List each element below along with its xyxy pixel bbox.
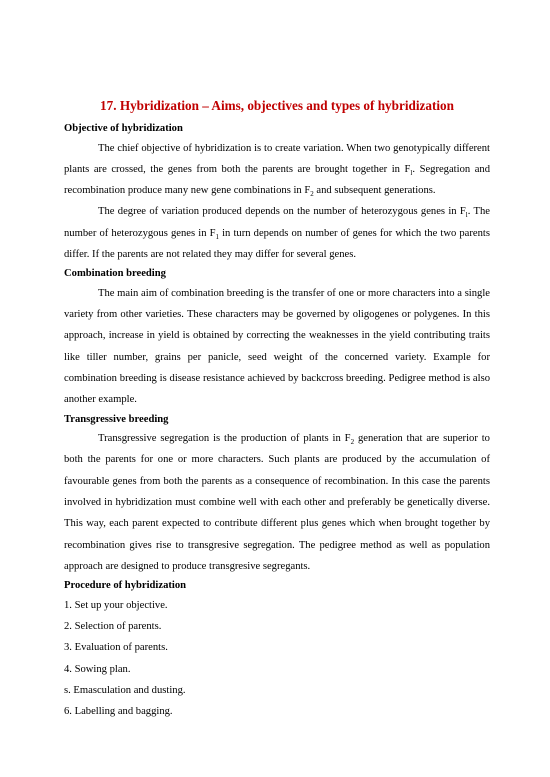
section-heading: Combination breeding	[64, 268, 166, 280]
page-title: 17. Hybridization – Aims, objectives and types of hybridization	[100, 98, 454, 113]
section	[64, 411, 490, 578]
section	[64, 120, 490, 265]
section	[64, 265, 490, 410]
list-item: 3. Evaluation of parents.	[64, 642, 168, 654]
procedure-heading: Procedure of hybridization	[64, 580, 187, 592]
body-paragraph: The degree of variation produced depends on the number of heterozygous genes in $F_l$. The number of heterozygous genes in $F_1$ in turn depends on number of genes for which the two parents differ. If the parents are not related they may differ for several genes.	[64, 206, 490, 260]
list-item: 1. Set up your objective.	[64, 599, 168, 611]
list-item: 6. Labelling and bagging.	[64, 706, 173, 718]
sections-container	[64, 120, 490, 577]
list-item: s. Emasculation and dusting.	[64, 684, 186, 696]
procedure-list	[64, 595, 490, 723]
subscript: 2	[350, 438, 355, 447]
procedure-section	[64, 577, 490, 722]
list-item: 2. Selection of parents.	[64, 620, 162, 632]
subscript: l	[465, 211, 468, 220]
body-paragraph: Transgressive segregation is the production of plants in $F_2$ generation that are superior to both the parents for one or more characters. Such plants are produced by the accumulation of favourable genes from both the parents as a consequence of recombination. In this case the parents involved in hybridization must combine well with each other and preferably be genetically diverse. This way, each parent expected to contribute different plus genes which when brought together by recombination gives rise to transgresive segregation. The pedigree method as well as population approach are designed to produce transgresive segregants.	[64, 433, 490, 572]
list-item: 4. Sowing plan.	[64, 663, 131, 675]
subscript: 1	[215, 232, 219, 241]
document-page	[64, 97, 490, 722]
section-heading: Objective of hybridization	[64, 123, 183, 134]
subscript: l	[410, 168, 413, 177]
subscript: 2	[310, 190, 314, 199]
section-heading: Transgressive breeding	[64, 413, 169, 425]
body-paragraph: The chief objective of hybridization is to create variation. When two genotypically different plants are crossed, the genes from both the parents are brought together in $F_l$. Segregation and recombination produce many new gene combinations in $F_2$ and subsequent generations.	[64, 142, 490, 199]
body-paragraph: The main aim of combination breeding is the transfer of one or more characters into a single variety from other varieties. These characters may be governed by oligogenes or polygenes. In this approach, increase in yield is obtained by correcting the weaknesses in the yield contributing traits like tiller number, grains per panicle, seed weight of the concerned variety. Example for combination breeding is disease resistance achieved by backcross breeding. Pedigree method is also another example.	[64, 287, 490, 406]
